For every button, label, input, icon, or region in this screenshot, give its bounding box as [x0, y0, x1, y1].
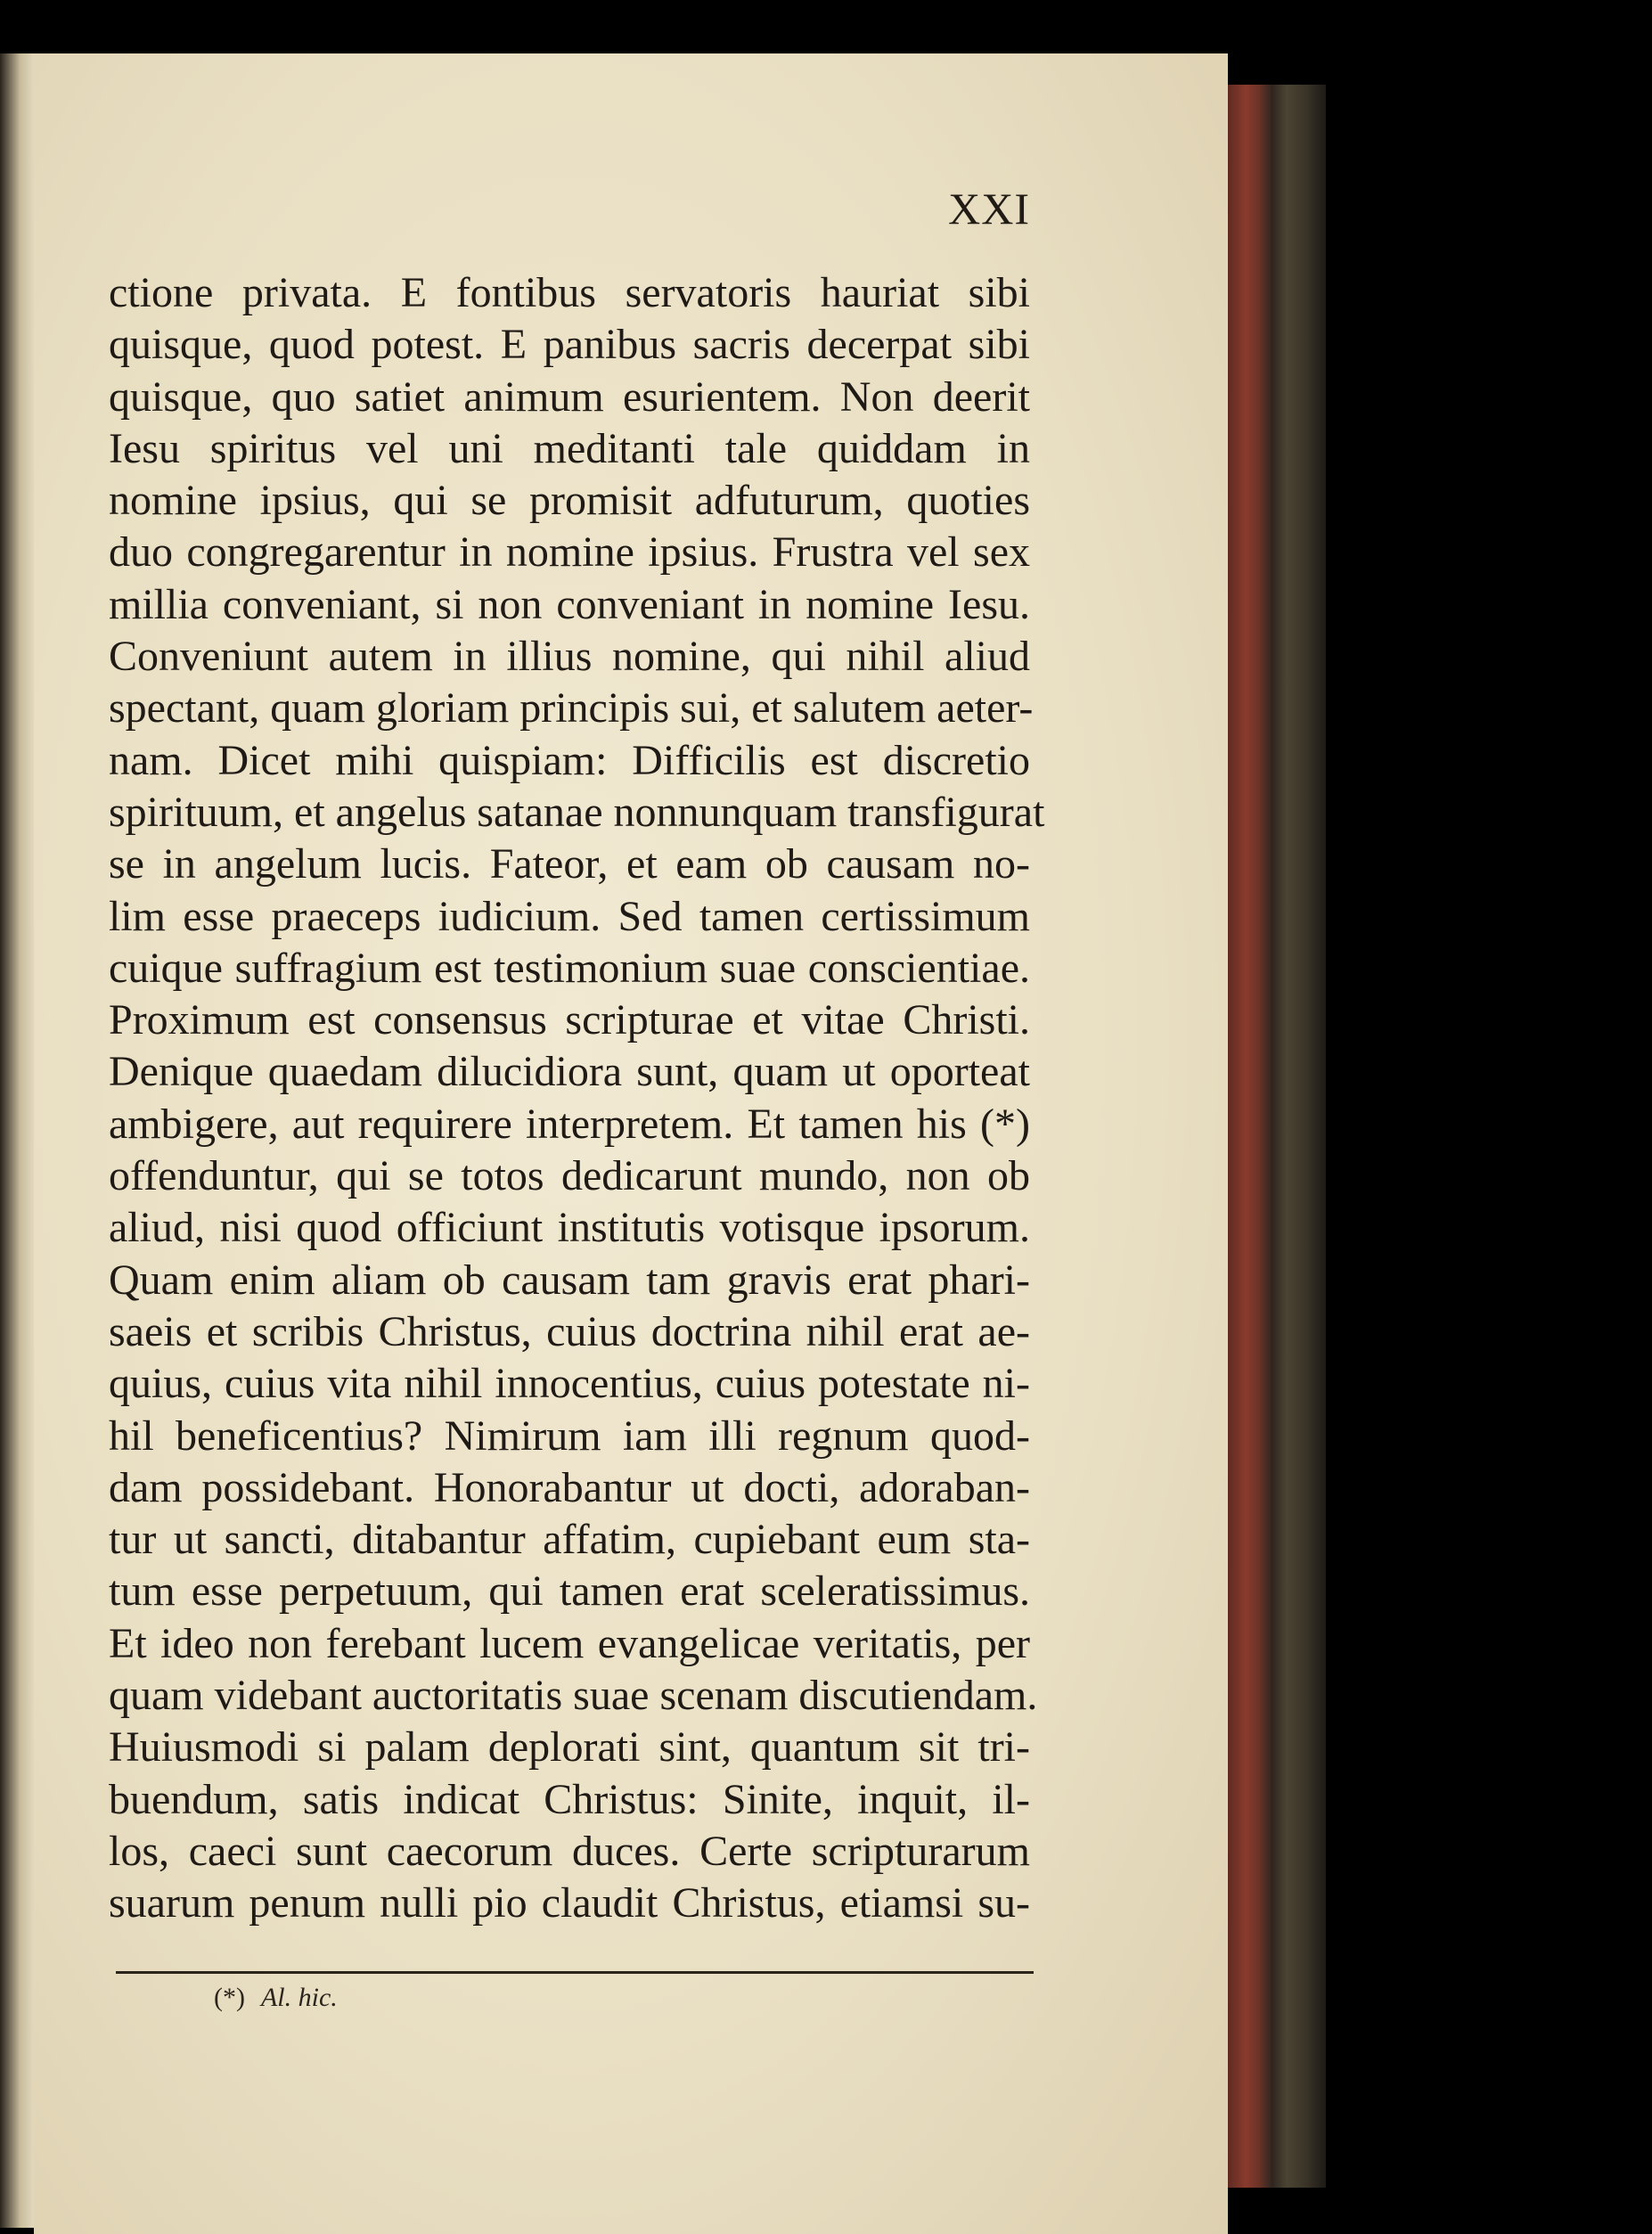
text-line: nam. Dicet mihi quispiam: Difficilis est discretio: [109, 736, 1030, 784]
text-line: lim esse praeceps iudicium. Sed tamen certissimum: [109, 892, 1030, 940]
text-line: quam videbant auctoritatis suae scenam discutiendam.: [109, 1672, 1038, 1720]
text-line: aliud, nisi quod officiunt institutis votisque ipsorum.: [109, 1204, 1030, 1252]
text-line: cuique suffragium est testimonium suae conscientiae.: [109, 944, 1030, 992]
text-line: spirituum, et angelus satanae nonnunquam transfigurat: [109, 788, 1045, 836]
text-line: millia conveniant, si non conveniant in nomine Iesu.: [109, 580, 1030, 628]
text-line: saeis et scribis Christus, cuius doctrina nihil erat ae-: [109, 1307, 1030, 1355]
text-line: ambigere, aut requirere interpretem. Et tamen his (*): [109, 1100, 1030, 1148]
text-line: offenduntur, qui se totos dedicarunt mundo, non ob: [109, 1152, 1030, 1200]
text-line: Conveniunt autem in illius nomine, qui nihil aliud: [109, 633, 1030, 681]
text-line: duo congregarentur in nomine ipsius. Frustra vel sex: [109, 528, 1030, 577]
text-line: Quam enim aliam ob causam tam gravis erat phari-: [109, 1256, 1030, 1304]
text-line: Proximum est consensus scripturae et vitae Christi.: [109, 996, 1030, 1044]
body-text: [109, 267, 1045, 1930]
text-line: Huiusmodi si palam deplorati sint, quantum sit tri-: [109, 1723, 1030, 1772]
footnote: [214, 1983, 338, 2013]
footnote-text: Al. hic.: [260, 1983, 338, 2012]
text-line: los, caeci sunt caecorum duces. Certe scripturarum: [109, 1827, 1030, 1875]
text-line: buendum, satis indicat Christus: Sinite, inquit, il-: [109, 1775, 1030, 1823]
text-line: tum esse perpetuum, qui tamen erat sceleratissimus.: [109, 1567, 1030, 1616]
footnote-mark: (*): [214, 1983, 245, 2012]
text-line: nomine ipsius, qui se promisit adfuturum, quoties: [109, 477, 1030, 525]
text-line: tur ut sancti, ditabantur affatim, cupiebant eum sta-: [109, 1516, 1030, 1564]
text-line: hil beneficentius? Nimirum iam illi regnum quod-: [109, 1412, 1030, 1460]
text-line: dam possidebant. Honorabantur ut docti, adoraban-: [109, 1463, 1030, 1511]
text-line: se in angelum lucis. Fateor, et eam ob causam no-: [109, 840, 1030, 888]
page-number: XXI: [948, 184, 1030, 233]
text-line: spectant, quam gloriam principis sui, et salutem aeter-: [109, 684, 1034, 732]
text-line: quisque, quod potest. E panibus sacris decerpat sibi: [109, 321, 1030, 369]
text-line: suarum penum nulli pio claudit Christus, etiamsi su-: [109, 1879, 1030, 1927]
footnote-rule: [116, 1971, 1034, 1974]
text-line: ctione privata. E fontibus servatoris hauriat sibi: [109, 269, 1030, 316]
left-page-edge: [0, 53, 34, 2228]
text-line: quisque, quo satiet animum esurientem. Non deerit: [109, 372, 1030, 421]
page-stack-edge: [1228, 85, 1326, 2188]
text-line: Denique quaedam dilucidiora sunt, quam ut oporteat: [109, 1048, 1030, 1096]
text-line: Iesu spiritus vel uni meditanti tale quiddam in: [109, 424, 1030, 472]
text-line: quius, cuius vita nihil innocentius, cuius potestate ni-: [109, 1360, 1030, 1408]
text-line: Et ideo non ferebant lucem evangelicae veritatis, per: [109, 1619, 1030, 1667]
